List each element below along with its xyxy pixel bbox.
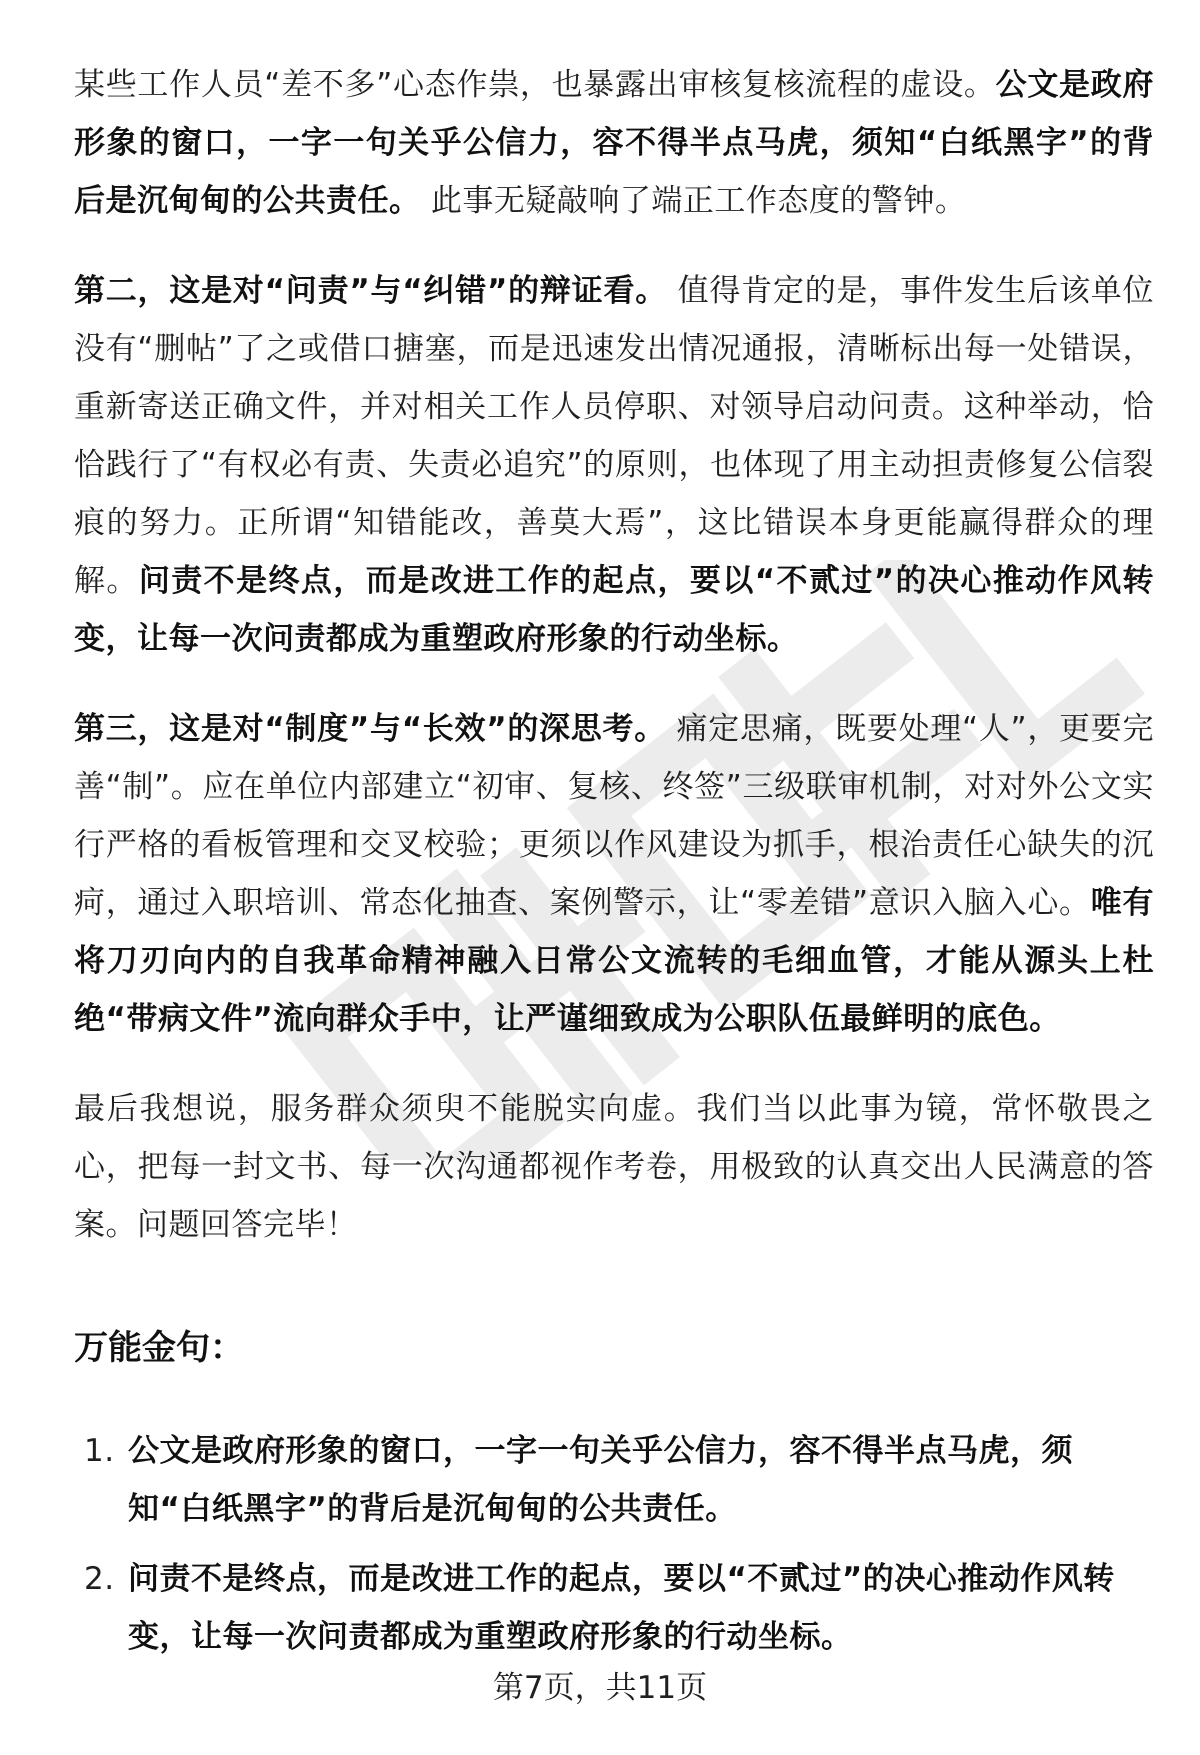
quote-list [74,1422,1154,1666]
quote-number: 1. [84,1433,115,1469]
text-segment: 最后我想说，服务群众须臾不能脱实向虚。我们当以此事为镜，常怀敬畏之心，把每一封文书、每一次沟通都视作考卷，用极致的认真交出人民满意的答案。问题回答完毕！ [74,1091,1154,1243]
quote-text: 问责不是终点，而是改进工作的起点，要以“不贰过”的决心推动作风转变，让每一次问责都成为重塑政府形象的行动坐标。 [128,1561,1115,1655]
paragraph-list [74,56,1154,1254]
bold-text-segment: 第三，这是对“制度”与“长效”的深思考。 [74,711,666,747]
document-body [74,56,1154,1678]
body-paragraph [74,700,1154,1048]
text-segment: 痛定思痛，既要处理“人”，更要完善“制”。应在单位内部建立“初审、复核、终签”三级联审机制，对对外公文实行严格的看板管理和交叉校验；更须以作风建设为抓手，根治责任心缺失的沉疴，通过入职培训、常态化抽查、案例警示，让“零差错”意识入脑入心。 [74,711,1154,921]
quote-item [74,1422,1154,1538]
section-heading: 万能金句： [74,1328,244,1368]
bold-text-segment: 唯有将刀刃向内的自我革命精神融入日常公文流转的毛细血管，才能从源头上杜绝“带病文件”流向群众手中，让严谨细致成为公职队伍最鲜明的底色。 [74,885,1154,1037]
bold-text-segment: 第二，这是对“问责”与“纠错”的辩证看。 [74,273,668,309]
bold-text-segment: 问责不是终点，而是改进工作的起点，要以“不贰过”的决心推动作风转变，让每一次问责都成为重塑政府形象的行动坐标。 [74,563,1155,657]
quote-item [74,1550,1154,1666]
text-segment: 值得肯定的是，事件发生后该单位没有“删帖”了之或借口搪塞，而是迅速发出情况通报，清晰标出每一处错误，重新寄送正确文件，并对相关工作人员停职、对领导启动问责。这种举动，恰恰践行了“有权必有责、失责必追究”的原则，也体现了用主动担责修复公信裂痕的努力。正所谓“知错能改，善莫大焉”，这比错误本身更能赢得群众的理解。 [74,273,1154,599]
body-paragraph [74,262,1154,668]
bold-text-segment: 公文是政府形象的窗口，一字一句关乎公信力，容不得半点马虎，须知“白纸黑字”的背后是沉甸甸的公共责任。 [74,67,1154,219]
page-number-footer: 第7页，共11页 [492,1670,708,1706]
text-segment: 此事无疑敲响了端正工作态度的警钟。 [420,183,967,219]
body-paragraph [74,1080,1154,1254]
quote-number: 2. [84,1561,115,1597]
text-segment: 某些工作人员“差不多”心态作祟，也暴露出审核复核流程的虚设。 [74,67,996,103]
body-paragraph [74,56,1154,230]
quote-text: 公文是政府形象的窗口，一字一句关乎公信力，容不得半点马虎，须知“白纸黑字”的背后是沉甸甸的公共责任。 [128,1433,1073,1527]
